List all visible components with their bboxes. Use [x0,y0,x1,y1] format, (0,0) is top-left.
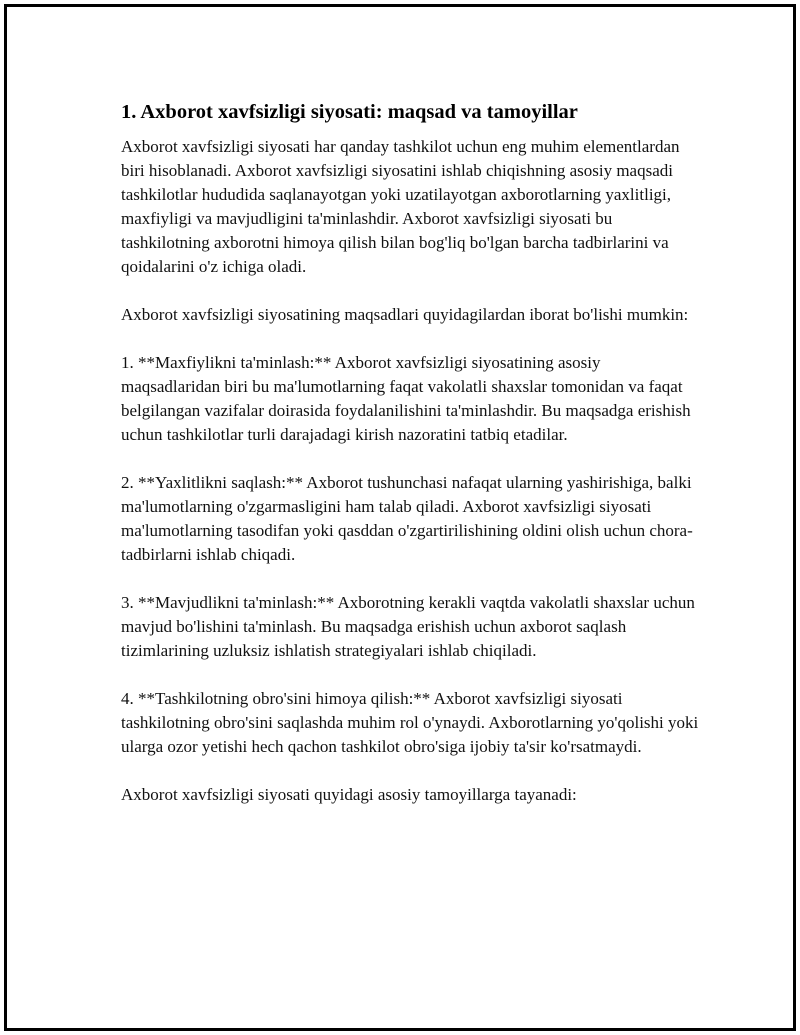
section-heading: 1. Axborot xavfsizligi siyosati: maqsad va tamoyillar [121,101,578,123]
goals-intro-paragraph: Axborot xavfsizligi siyosatining maqsadlari quyidagilardan iborat bo'lishi mumkin: [121,305,689,324]
goal-item-integrity: 2. **Yaxlitlikni saqlash:** Axborot tushunchasi nafaqat ularning yashirishiga, balki ma'lumotlarning o'zgarmasligini ham talab qiladi. Axborot xavfsizligi siyosati ma'lumotlarning tasodifan yoki qasddan o'zgartirilishining oldini olish uchun chora-tadbirlarni ishlab chiqadi. [121,473,693,564]
intro-paragraph: Axborot xavfsizligi siyosati har qanday tashkilot uchun eng muhim elementlardan biri hisoblanadi. Axborot xavfsizligi siyosatini ishlab chiqishning asosiy maqsadi tashkilotlar hududida saqlanayotgan yoki uzatilayotgan axborotlarning yaxlitligi, maxfiyligi va mavjudligini ta'minlashdir. Axborot xavfsizligi siyosati bu tashkilotning axborotni himoya qilish bilan bog'liq bo'lgan barcha tadbirlarini va qoidalarini o'z ichiga oladi. [121,137,680,276]
document-body [121,99,701,831]
goal-item-availability: 3. **Mavjudlikni ta'minlash:** Axborotning kerakli vaqtda vakolatli shaxslar uchun mavjud bo'lishini ta'minlash. Bu maqsadga erishish uchun axborot saqlash tizimlarining uzluksiz ishlatish strategiyalari ishlab chiqiladi. [121,593,695,660]
goal-item-reputation: 4. **Tashkilotning obro'sini himoya qilish:** Axborot xavfsizligi siyosati tashkilotning obro'sini saqlashda muhim rol o'ynaydi. Axborotlarning yo'qolishi yoki ularga ozor yetishi hech qachon tashkilot obro'siga ijobiy ta'sir ko'rsatmaydi. [121,689,699,756]
goal-item-confidentiality: 1. **Maxfiylikni ta'minlash:** Axborot xavfsizligi siyosatining asosiy maqsadlaridan biri bu ma'lumotlarning faqat vakolatli shaxslar tomonidan va faqat belgilangan vazifalar doirasida foydalanilishini ta'minlashdir. Bu maqsadga erishish uchun tashkilotlar turli darajadagi kirish nazoratini tatbiq etadilar. [121,353,691,444]
page-frame [4,4,796,1031]
principles-intro-paragraph: Axborot xavfsizligi siyosati quyidagi asosiy tamoyillarga tayanadi: [121,785,577,804]
